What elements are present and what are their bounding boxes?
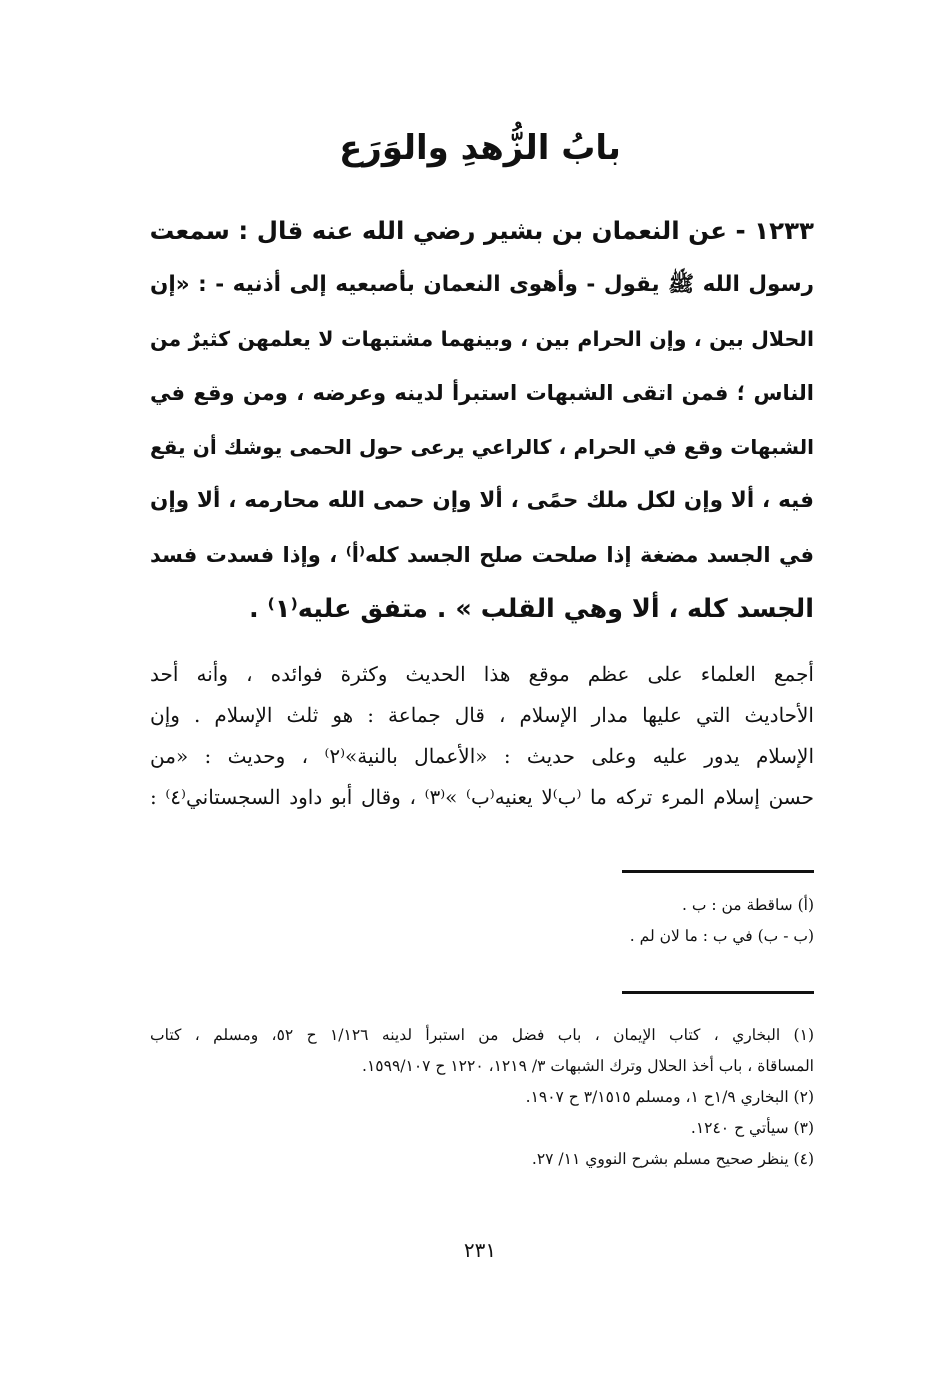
commentary-text	[150, 654, 814, 818]
reference-note: (٢) البخاري ١/٩ح ١، ومسلم ٣/١٥١٥ ح ١٩٠٧.	[525, 1088, 814, 1106]
page-number: ٢٣١	[463, 1238, 497, 1262]
hadith-line: فيه ، ألا وإن لكل ملك حمًى ، ألا وإن حمى الله محارمه ، ألا وإن	[150, 488, 814, 513]
hadith-line: الناس ؛ فمن اتقى الشبهات استبرأ لدينه وعرضه ، ومن وقع في	[150, 381, 814, 405]
footnote-divider	[622, 991, 814, 994]
hadith-line: ١٢٣٣ - عن النعمان بن بشير رضي الله عنه قال : سمعت	[149, 216, 814, 245]
hadith-line: الشبهات وقع في الحرام ، كالراعي يرعى حول الحمى يوشك أن يقع	[150, 435, 814, 459]
variant-notes	[150, 890, 814, 952]
reference-note: (٣) سيأتي ح ١٢٤٠.	[690, 1119, 814, 1137]
hadith-line: الحلال بين ، وإن الحرام بين ، وبينهما مشتبهات لا يعلمهن كثيرٌ من	[150, 327, 814, 351]
commentary-line: الإسلام يدور عليه وعلى حديث : «الأعمال بالنية»⁽٢⁾ ، وحديث : «من	[150, 744, 814, 768]
chapter-title: بابُ الزُّهدِ والوَرَع	[339, 128, 621, 168]
reference-note: (١) البخاري ، كتاب الإيمان ، باب فضل من استبرأ لدينه ١/١٢٦ ح ٥٢، ومسلم ، كتاب	[150, 1026, 814, 1044]
reference-note-continuation: المساقاة ، باب أخذ الحلال وترك الشبهات ٣/ ١٢١٩، ١٢٢٠ ح ١٥٩٩/١٠٧.	[362, 1057, 814, 1075]
reference-notes	[150, 1020, 814, 1175]
variant-note: (ب - ب) في ب : ما لان لم .	[629, 927, 814, 945]
commentary-line: حسن إسلام المرء تركه ما ⁽ب⁾لا يعنيه⁽ب⁾ »⁽٣⁾ ، وقال أبو داود السجستاني⁽٤⁾ :	[150, 785, 814, 809]
hadith-line: رسول الله ﷺ يقول - وأهوى النعمان بأصبعيه إلى أذنيه - : «إن	[150, 272, 814, 297]
footnote-divider	[622, 870, 814, 873]
hadith-line: الجسد كله ، ألا وهي القلب » . متفق عليه⁽١⁾ .	[248, 594, 814, 624]
variant-note: (أ) ساقطة من : ب .	[681, 896, 814, 914]
hadith-line: في الجسد مضغة إذا صلحت صلح الجسد كله⁽أ⁾ ، وإذا فسدت فسد	[150, 543, 814, 567]
commentary-line: الأحاديث التي عليها مدار الإسلام ، قال جماعة : هو ثلث الإسلام . وإن	[150, 703, 814, 727]
hadith-text	[150, 204, 814, 636]
reference-note: (٤) ينظر صحيح مسلم بشرح النووي ١١/ ٢٧.	[531, 1150, 814, 1168]
commentary-line: أجمع العلماء على عظم موقع هذا الحديث وكثرة فوائده ، وأنه أحد	[150, 662, 814, 686]
